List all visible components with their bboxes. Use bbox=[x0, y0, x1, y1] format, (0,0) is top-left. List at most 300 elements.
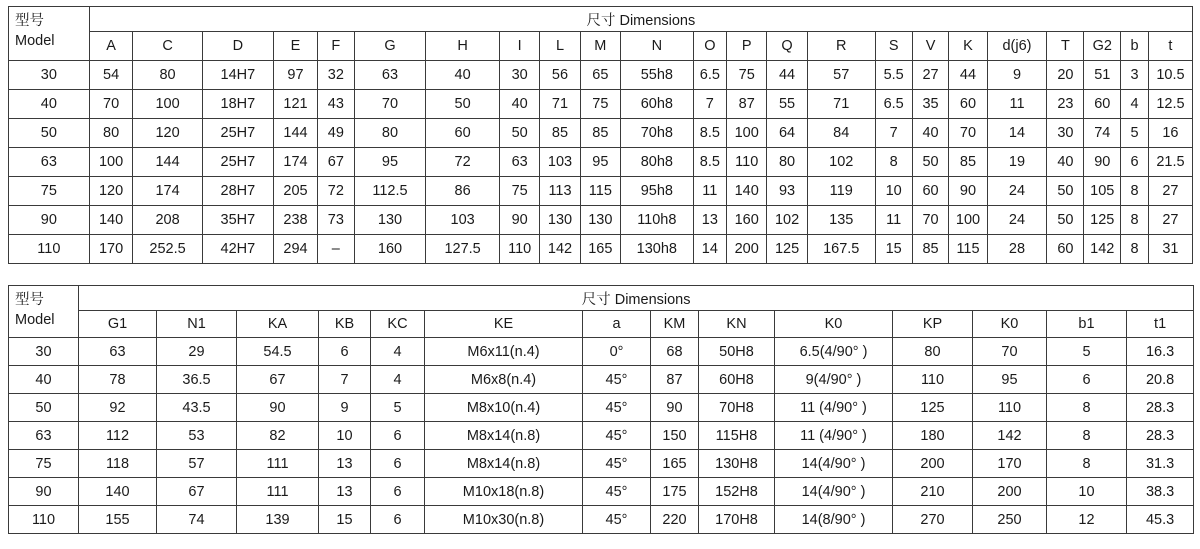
table-cell: 87 bbox=[727, 90, 767, 119]
table-row bbox=[9, 119, 1193, 148]
table-cell: 200 bbox=[973, 478, 1047, 506]
table-cell: M10x18(n.8) bbox=[425, 478, 583, 506]
table-cell: 55 bbox=[767, 90, 807, 119]
table-cell: 144 bbox=[274, 119, 318, 148]
table-cell: 57 bbox=[807, 61, 875, 90]
table-cell: 72 bbox=[317, 177, 354, 206]
table-cell: 144 bbox=[133, 148, 202, 177]
column-header-row bbox=[9, 311, 1194, 338]
table-cell: 200 bbox=[893, 450, 973, 478]
table-cell: 75 bbox=[580, 90, 620, 119]
table-cell: 102 bbox=[767, 206, 807, 235]
table-cell: 14(4/90° ) bbox=[775, 450, 893, 478]
table-cell: 119 bbox=[807, 177, 875, 206]
table-cell: 142 bbox=[540, 235, 580, 264]
dimensions-title: 尺寸 Dimensions bbox=[79, 286, 1194, 311]
table-row bbox=[9, 148, 1193, 177]
table-cell: 11 (4/90° ) bbox=[775, 422, 893, 450]
table-cell: 112.5 bbox=[354, 177, 425, 206]
table-row bbox=[9, 177, 1193, 206]
table-cell: 45° bbox=[583, 506, 651, 534]
table-cell: 20.8 bbox=[1127, 366, 1194, 394]
table-cell: 13 bbox=[319, 478, 371, 506]
column-header: N bbox=[621, 32, 694, 61]
table-cell: 115 bbox=[580, 177, 620, 206]
table-cell: 50 bbox=[1047, 206, 1084, 235]
table-cell: 130h8 bbox=[621, 235, 694, 264]
model-cell: 110 bbox=[9, 235, 90, 264]
table-cell: 60 bbox=[1047, 235, 1084, 264]
table-cell: M10x30(n.8) bbox=[425, 506, 583, 534]
column-header: KB bbox=[319, 311, 371, 338]
table-cell: 4 bbox=[371, 338, 425, 366]
table-cell: 103 bbox=[426, 206, 500, 235]
column-header-row bbox=[9, 32, 1193, 61]
table-cell: 70h8 bbox=[621, 119, 694, 148]
table-cell: 28.3 bbox=[1127, 394, 1194, 422]
table-cell: 70 bbox=[89, 90, 133, 119]
table-cell: 13 bbox=[319, 450, 371, 478]
table-cell: 9 bbox=[987, 61, 1047, 90]
model-cell: 63 bbox=[9, 148, 90, 177]
model-label-en: Model bbox=[15, 33, 55, 49]
column-header: KN bbox=[699, 311, 775, 338]
table-cell: 140 bbox=[727, 177, 767, 206]
table-cell: 84 bbox=[807, 119, 875, 148]
table-cell: 54.5 bbox=[237, 338, 319, 366]
table-cell: 27 bbox=[1148, 206, 1192, 235]
table-cell: 125 bbox=[1084, 206, 1121, 235]
table-cell: 67 bbox=[157, 478, 237, 506]
table-cell: 64 bbox=[767, 119, 807, 148]
table-cell: 90 bbox=[651, 394, 699, 422]
table-cell: 115 bbox=[949, 235, 987, 264]
table-cell: 85 bbox=[540, 119, 580, 148]
column-header: V bbox=[912, 32, 949, 61]
table-cell: 50H8 bbox=[699, 338, 775, 366]
table-cell: 8 bbox=[1047, 422, 1127, 450]
table-cell: 71 bbox=[540, 90, 580, 119]
table-cell: 8.5 bbox=[693, 148, 726, 177]
table-cell: 142 bbox=[973, 422, 1047, 450]
column-header: T bbox=[1047, 32, 1084, 61]
table-cell: 11 bbox=[987, 90, 1047, 119]
table-cell: 45° bbox=[583, 366, 651, 394]
table-cell: 160 bbox=[727, 206, 767, 235]
model-cell: 90 bbox=[9, 478, 79, 506]
table-cell: 130 bbox=[354, 206, 425, 235]
table-cell: 43.5 bbox=[157, 394, 237, 422]
table-cell: 24 bbox=[987, 206, 1047, 235]
table-cell: 10.5 bbox=[1148, 61, 1192, 90]
table-cell: 200 bbox=[727, 235, 767, 264]
table-cell: 54 bbox=[89, 61, 133, 90]
column-header: KC bbox=[371, 311, 425, 338]
table-cell: 210 bbox=[893, 478, 973, 506]
table-cell: 40 bbox=[1047, 148, 1084, 177]
table-cell: 67 bbox=[317, 148, 354, 177]
table-cell: 220 bbox=[651, 506, 699, 534]
table-cell: 102 bbox=[807, 148, 875, 177]
table-cell: 130 bbox=[580, 206, 620, 235]
table-cell: 49 bbox=[317, 119, 354, 148]
column-header: S bbox=[875, 32, 912, 61]
table-cell: 6 bbox=[371, 450, 425, 478]
table-cell: 40 bbox=[499, 90, 539, 119]
table-cell: 14 bbox=[693, 235, 726, 264]
table-cell: 10 bbox=[1047, 478, 1127, 506]
table-cell: 160 bbox=[354, 235, 425, 264]
table-cell: 12.5 bbox=[1148, 90, 1192, 119]
table-row bbox=[9, 90, 1193, 119]
table-cell: 25H7 bbox=[202, 148, 273, 177]
table-cell: 31.3 bbox=[1127, 450, 1194, 478]
table-cell: 5.5 bbox=[875, 61, 912, 90]
table-cell: 90 bbox=[1084, 148, 1121, 177]
table-cell: 75 bbox=[727, 61, 767, 90]
table-cell: 28 bbox=[987, 235, 1047, 264]
table-cell: 30 bbox=[499, 61, 539, 90]
table-cell: 120 bbox=[89, 177, 133, 206]
table-cell: 93 bbox=[767, 177, 807, 206]
table-cell: 105 bbox=[1084, 177, 1121, 206]
table-row bbox=[9, 61, 1193, 90]
table-cell: 21.5 bbox=[1148, 148, 1192, 177]
table-row bbox=[9, 338, 1194, 366]
table-cell: 40 bbox=[426, 61, 500, 90]
table-cell: 10 bbox=[319, 422, 371, 450]
table-cell: 56 bbox=[540, 61, 580, 90]
table-cell: 6 bbox=[1047, 366, 1127, 394]
table-cell: 6 bbox=[1121, 148, 1149, 177]
table-row bbox=[9, 422, 1194, 450]
model-cell: 40 bbox=[9, 90, 90, 119]
table-cell: 5 bbox=[1121, 119, 1149, 148]
model-label-cn: 型号 bbox=[15, 292, 44, 308]
table-cell: 18H7 bbox=[202, 90, 273, 119]
model-cell: 30 bbox=[9, 61, 90, 90]
table-cell: – bbox=[317, 235, 354, 264]
column-header: K bbox=[949, 32, 987, 61]
table-cell: 92 bbox=[79, 394, 157, 422]
table-cell: 170 bbox=[89, 235, 133, 264]
table-cell: 111 bbox=[237, 478, 319, 506]
table-cell: 140 bbox=[79, 478, 157, 506]
table-cell: 4 bbox=[371, 366, 425, 394]
table-row bbox=[9, 450, 1194, 478]
column-header: G1 bbox=[79, 311, 157, 338]
table-cell: 63 bbox=[499, 148, 539, 177]
column-header: O bbox=[693, 32, 726, 61]
table-cell: 68 bbox=[651, 338, 699, 366]
table-cell: 50 bbox=[426, 90, 500, 119]
table-cell: 45° bbox=[583, 422, 651, 450]
table-cell: 60 bbox=[912, 177, 949, 206]
table-cell: 5 bbox=[1047, 338, 1127, 366]
table-cell: 23 bbox=[1047, 90, 1084, 119]
table-cell: 139 bbox=[237, 506, 319, 534]
model-cell: 50 bbox=[9, 394, 79, 422]
table-cell: 51 bbox=[1084, 61, 1121, 90]
table-row bbox=[9, 394, 1194, 422]
table-cell: 11 bbox=[875, 206, 912, 235]
table-cell: 36.5 bbox=[157, 366, 237, 394]
table-cell: 100 bbox=[949, 206, 987, 235]
column-header: L bbox=[540, 32, 580, 61]
table-cell: 294 bbox=[274, 235, 318, 264]
table-cell: 60h8 bbox=[621, 90, 694, 119]
table-cell: 121 bbox=[274, 90, 318, 119]
table-cell: 45.3 bbox=[1127, 506, 1194, 534]
table-cell: M6x11(n.4) bbox=[425, 338, 583, 366]
table-cell: 14H7 bbox=[202, 61, 273, 90]
table-cell: 43 bbox=[317, 90, 354, 119]
table-cell: 11 (4/90° ) bbox=[775, 394, 893, 422]
column-header: KA bbox=[237, 311, 319, 338]
column-header: d(j6) bbox=[987, 32, 1047, 61]
table-cell: 12 bbox=[1047, 506, 1127, 534]
table-cell: 16.3 bbox=[1127, 338, 1194, 366]
table-cell: 5 bbox=[371, 394, 425, 422]
table-row bbox=[9, 366, 1194, 394]
table-cell: 44 bbox=[767, 61, 807, 90]
table-cell: 87 bbox=[651, 366, 699, 394]
table-cell: 29 bbox=[157, 338, 237, 366]
table-cell: 174 bbox=[133, 177, 202, 206]
table-cell: 111 bbox=[237, 450, 319, 478]
table-cell: 27 bbox=[1148, 177, 1192, 206]
table-cell: 45° bbox=[583, 450, 651, 478]
table-cell: 60 bbox=[1084, 90, 1121, 119]
table-cell: 74 bbox=[1084, 119, 1121, 148]
table-cell: 100 bbox=[133, 90, 202, 119]
table-cell: 90 bbox=[949, 177, 987, 206]
table-cell: 28.3 bbox=[1127, 422, 1194, 450]
table-cell: 8 bbox=[875, 148, 912, 177]
table-cell: 57 bbox=[157, 450, 237, 478]
table-cell: 53 bbox=[157, 422, 237, 450]
table-cell: 70 bbox=[949, 119, 987, 148]
table-cell: 9 bbox=[319, 394, 371, 422]
table-cell: 80 bbox=[354, 119, 425, 148]
table-cell: 15 bbox=[875, 235, 912, 264]
column-header: F bbox=[317, 32, 354, 61]
table-cell: 82 bbox=[237, 422, 319, 450]
column-header: a bbox=[583, 311, 651, 338]
model-cell: 75 bbox=[9, 450, 79, 478]
table-cell: 174 bbox=[274, 148, 318, 177]
model-cell: 63 bbox=[9, 422, 79, 450]
table-cell: 8 bbox=[1121, 206, 1149, 235]
table-cell: 95 bbox=[580, 148, 620, 177]
table-cell: 35 bbox=[912, 90, 949, 119]
table-cell: 70 bbox=[973, 338, 1047, 366]
column-header: t bbox=[1148, 32, 1192, 61]
table-cell: 165 bbox=[580, 235, 620, 264]
table-cell: 8.5 bbox=[693, 119, 726, 148]
table-cell: 0° bbox=[583, 338, 651, 366]
table-cell: 15 bbox=[319, 506, 371, 534]
table-cell: 130H8 bbox=[699, 450, 775, 478]
table-cell: 40 bbox=[912, 119, 949, 148]
table-cell: 7 bbox=[875, 119, 912, 148]
table-cell: 180 bbox=[893, 422, 973, 450]
table-cell: 35H7 bbox=[202, 206, 273, 235]
table-cell: 13 bbox=[693, 206, 726, 235]
model-cell: 75 bbox=[9, 177, 90, 206]
table-cell: 142 bbox=[1084, 235, 1121, 264]
column-header: K0 bbox=[775, 311, 893, 338]
table-cell: 4 bbox=[1121, 90, 1149, 119]
table-cell: 67 bbox=[237, 366, 319, 394]
table-cell: 6 bbox=[319, 338, 371, 366]
table-cell: 50 bbox=[912, 148, 949, 177]
table-cell: 110 bbox=[973, 394, 1047, 422]
column-header: N1 bbox=[157, 311, 237, 338]
dimensions-table-1 bbox=[8, 6, 1193, 264]
table-cell: 6 bbox=[371, 506, 425, 534]
table-cell: 63 bbox=[79, 338, 157, 366]
table-cell: 7 bbox=[693, 90, 726, 119]
table-cell: 120 bbox=[133, 119, 202, 148]
column-header: A bbox=[89, 32, 133, 61]
table-cell: 70H8 bbox=[699, 394, 775, 422]
table-cell: 152H8 bbox=[699, 478, 775, 506]
table-cell: 11 bbox=[693, 177, 726, 206]
table-cell: 90 bbox=[237, 394, 319, 422]
table-cell: 118 bbox=[79, 450, 157, 478]
column-header: I bbox=[499, 32, 539, 61]
table-cell: 112 bbox=[79, 422, 157, 450]
dimensions-title: 尺寸 Dimensions bbox=[89, 7, 1192, 32]
table-cell: 8 bbox=[1047, 450, 1127, 478]
table-cell: 44 bbox=[949, 61, 987, 90]
column-header: P bbox=[727, 32, 767, 61]
column-header: KE bbox=[425, 311, 583, 338]
table-cell: 170 bbox=[973, 450, 1047, 478]
column-header: b bbox=[1121, 32, 1149, 61]
table-cell: 103 bbox=[540, 148, 580, 177]
table-cell: 50 bbox=[1047, 177, 1084, 206]
table-cell: 95 bbox=[973, 366, 1047, 394]
model-header bbox=[9, 7, 90, 61]
table-cell: 90 bbox=[499, 206, 539, 235]
table-cell: 14 bbox=[987, 119, 1047, 148]
table-row bbox=[9, 506, 1194, 534]
table-cell: 16 bbox=[1148, 119, 1192, 148]
table-cell: 165 bbox=[651, 450, 699, 478]
table-cell: 95 bbox=[354, 148, 425, 177]
table-cell: 63 bbox=[354, 61, 425, 90]
table-cell: 270 bbox=[893, 506, 973, 534]
table-cell: 8 bbox=[1121, 177, 1149, 206]
model-cell: 90 bbox=[9, 206, 90, 235]
table-cell: 6.5 bbox=[875, 90, 912, 119]
table-cell: 7 bbox=[319, 366, 371, 394]
table-cell: 38.3 bbox=[1127, 478, 1194, 506]
table-cell: 250 bbox=[973, 506, 1047, 534]
table-cell: 155 bbox=[79, 506, 157, 534]
table-cell: 55h8 bbox=[621, 61, 694, 90]
table-cell: 14(4/90° ) bbox=[775, 478, 893, 506]
table-cell: 80h8 bbox=[621, 148, 694, 177]
table-cell: 6 bbox=[371, 422, 425, 450]
table-cell: 60H8 bbox=[699, 366, 775, 394]
dimensions-table-2 bbox=[8, 285, 1194, 534]
table-cell: 24 bbox=[987, 177, 1047, 206]
table-cell: 65 bbox=[580, 61, 620, 90]
table-cell: 85 bbox=[949, 148, 987, 177]
table-cell: 30 bbox=[1047, 119, 1084, 148]
table-cell: 19 bbox=[987, 148, 1047, 177]
table-cell: 238 bbox=[274, 206, 318, 235]
table-cell: 45° bbox=[583, 394, 651, 422]
table-cell: 150 bbox=[651, 422, 699, 450]
column-header: t1 bbox=[1127, 311, 1194, 338]
table-cell: 80 bbox=[893, 338, 973, 366]
table-cell: 8 bbox=[1121, 235, 1149, 264]
table-cell: M8x14(n.8) bbox=[425, 450, 583, 478]
table-cell: M8x14(n.8) bbox=[425, 422, 583, 450]
table-cell: 73 bbox=[317, 206, 354, 235]
table-cell: 97 bbox=[274, 61, 318, 90]
table-cell: 113 bbox=[540, 177, 580, 206]
column-header: KM bbox=[651, 311, 699, 338]
table-cell: 110 bbox=[727, 148, 767, 177]
table-cell: 80 bbox=[767, 148, 807, 177]
table-cell: 127.5 bbox=[426, 235, 500, 264]
model-cell: 50 bbox=[9, 119, 90, 148]
table-cell: 208 bbox=[133, 206, 202, 235]
table-cell: 25H7 bbox=[202, 119, 273, 148]
table-cell: 28H7 bbox=[202, 177, 273, 206]
table-cell: 110h8 bbox=[621, 206, 694, 235]
column-header: M bbox=[580, 32, 620, 61]
column-header: C bbox=[133, 32, 202, 61]
table-cell: 80 bbox=[133, 61, 202, 90]
table-cell: 167.5 bbox=[807, 235, 875, 264]
table-cell: 140 bbox=[89, 206, 133, 235]
column-header: H bbox=[426, 32, 500, 61]
table-cell: 125 bbox=[893, 394, 973, 422]
table-cell: 32 bbox=[317, 61, 354, 90]
model-label-cn: 型号 bbox=[15, 13, 44, 29]
table-cell: 110 bbox=[893, 366, 973, 394]
model-header bbox=[9, 286, 79, 338]
table-cell: 110 bbox=[499, 235, 539, 264]
table-cell: 100 bbox=[727, 119, 767, 148]
table-cell: 60 bbox=[426, 119, 500, 148]
table-cell: 6.5(4/90° ) bbox=[775, 338, 893, 366]
table-cell: 9(4/90° ) bbox=[775, 366, 893, 394]
table-cell: 71 bbox=[807, 90, 875, 119]
table-cell: 205 bbox=[274, 177, 318, 206]
table-cell: 175 bbox=[651, 478, 699, 506]
model-cell: 110 bbox=[9, 506, 79, 534]
table-cell: 85 bbox=[580, 119, 620, 148]
table-cell: 31 bbox=[1148, 235, 1192, 264]
table-cell: 50 bbox=[499, 119, 539, 148]
column-header: G bbox=[354, 32, 425, 61]
table-row bbox=[9, 235, 1193, 264]
table-cell: 130 bbox=[540, 206, 580, 235]
table-cell: M6x8(n.4) bbox=[425, 366, 583, 394]
table-cell: 74 bbox=[157, 506, 237, 534]
table-cell: 70 bbox=[354, 90, 425, 119]
table-cell: 10 bbox=[875, 177, 912, 206]
table-cell: 20 bbox=[1047, 61, 1084, 90]
table-cell: 100 bbox=[89, 148, 133, 177]
